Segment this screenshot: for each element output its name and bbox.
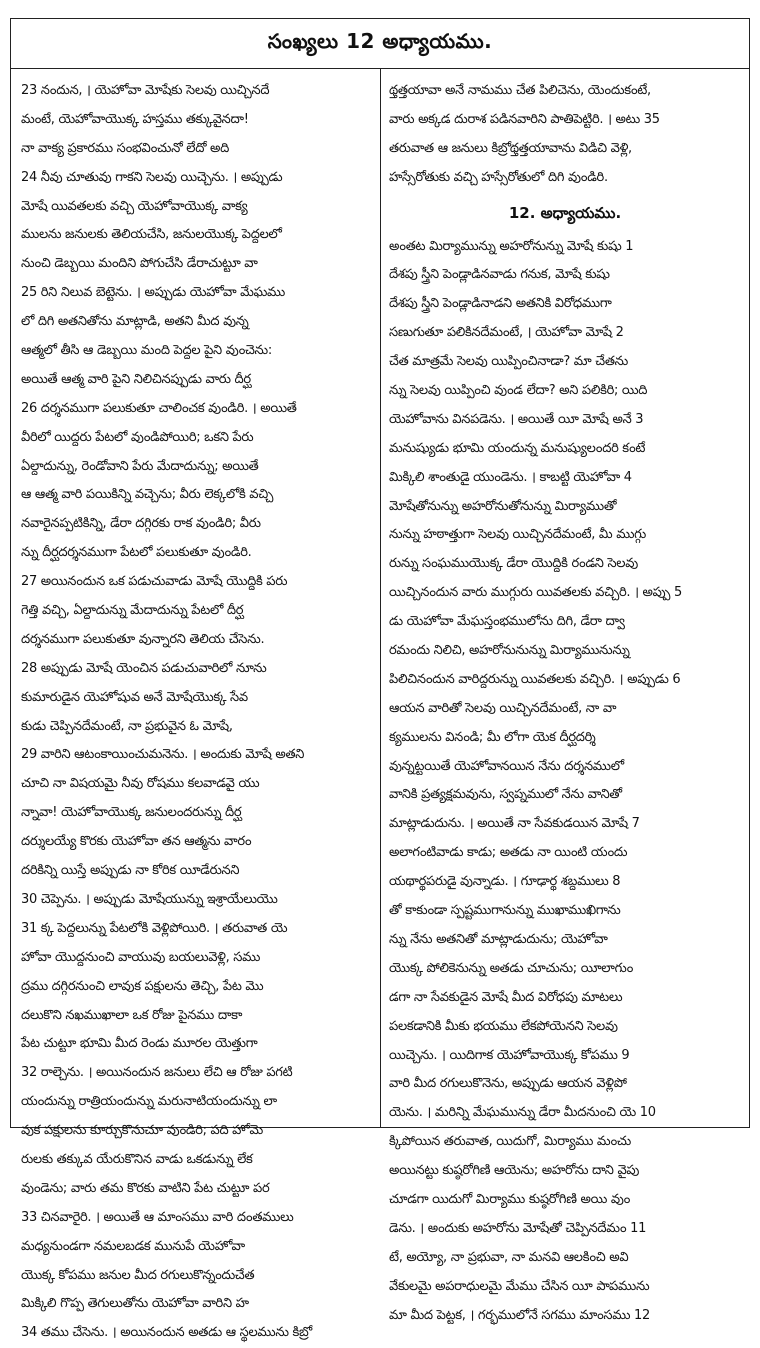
text-line: గెత్తి వచ్చి, ఏల్దాదున్ను మేదాదున్ను పేటలో దీర్ఘ xyxy=(21,603,244,619)
text-line: రులకు తక్కువ యేరుకొనిన వాడు ఒకడున్ను లేక xyxy=(21,1151,253,1167)
text-line: నున్ను హఠాత్తుగా సెలవు యిచ్చినదేమంటే, మీ ముగ్గు xyxy=(389,527,646,543)
text-line: 31 క్క పెద్దలున్ను పేటలోకి వెళ్లిపోయిరి. । తరువాత యె xyxy=(21,920,288,936)
text-line: 34 తము చేసెను. । అయినందున అతడు ఆ స్థలమును కిబ్రో xyxy=(21,1325,312,1341)
text-line: చూడగా యిదుగో మిర్యాము కుష్ఠరోగిణి అయి వుం xyxy=(389,1191,631,1207)
text-line: క్యములను వినండి; మీ లోగా యెక దీర్ఘదర్శి xyxy=(389,729,596,745)
text-line: న్ను దీర్ఘదర్శనముగా పేటలో పలుకుతూ వుండిరి. xyxy=(21,545,252,561)
text-line: మధ్యనుండగా నమలబడక మునుపే యెహోవా xyxy=(21,1238,245,1254)
text-line: ఆయన వారితో సెలవు యిచ్చినదేమంటే, నా వా xyxy=(389,700,617,716)
column-divider xyxy=(380,69,381,1127)
text-line: ములను జనులకు తెలియచేసి, జనులయొక్క పెద్దలలో xyxy=(21,227,282,243)
text-line: అయితే ఆత్మ వారి పైని నిలిచినప్పుడు వారు దీర్ఘ xyxy=(21,371,251,387)
text-line: మోషేతోనున్ను అహరోనుతోనున్ను మిర్యాముతో xyxy=(389,498,617,514)
text-line: వేకులమై అపరాధులమై మేము చేసిన యీ పాపమును xyxy=(389,1278,650,1294)
text-line: 25 రిని నిలువ బెట్టెను. । అప్పుడు యెహోవా మేఘము xyxy=(21,285,285,301)
text-line: 27 అయినందున ఒక పడుచువాడు మోషే యొద్దికి పరు xyxy=(21,574,288,590)
text-line: యందున్ను రాత్రియందున్ను మరునాటియందున్ను లా xyxy=(21,1094,277,1110)
text-line: మిక్కిలి గొప్ప తెగులుతోను యెహోవా వారిని హ xyxy=(21,1296,249,1312)
text-line: అంతట మిర్యామున్ను అహరోనున్ను మోషే కుషు 1 xyxy=(389,238,634,254)
text-line: తరువాత ఆ జనులు కిబ్రోథ్తత్తయావాను విడిచి వెళ్లి, xyxy=(389,140,632,156)
text-line: ఆ ఆత్మ వారి పయికిన్ని వచ్చెను; వీరు లెక్కలోకి వచ్చి xyxy=(21,487,274,503)
text-line: వారు అక్కడ దురాశ పడినవారిని పాతిపెట్టిరి. । అటు 35 xyxy=(389,111,660,127)
text-line: పలకడానికి మీకు భయము లేకపోయెనని సెలవు xyxy=(389,1018,618,1034)
text-line: డు యెహోవా మేఘస్తంభములోను దిగి, డేరా ద్వా xyxy=(389,614,625,630)
left-column xyxy=(21,77,373,1341)
text-line: న్ను నేను అతనితో మాట్లాడుదును; యెహోవా xyxy=(389,931,608,947)
text-line: న్నావా! యెహోవాయొక్క జనులందరున్ను దీర్ఘ xyxy=(21,805,242,821)
text-line: న్ను సెలవు యిప్పించి వుండ లేదా? అని పలికిరి; యిది xyxy=(389,383,648,399)
text-line: 29 వారిని ఆటంకాయించుమనెను. । అందుకు మోషే అతని xyxy=(21,747,305,763)
text-line: థ్తత్తయావా అనే నామము చేత పిలిచెను, యెందుకంటే, xyxy=(389,83,651,98)
text-line: టే, అయ్యో, నా ప్రభువా, నా మనవి ఆలకించి అవి xyxy=(389,1249,629,1265)
text-line: రున్ను సంఘముయొక్క డేరా యొద్దికి రండని సెలవు xyxy=(389,556,638,572)
text-line: డెను. । అందుకు అహరోను మోషేతో చెప్పినదేమం 11 xyxy=(389,1220,647,1236)
text-line: యెహోవాను వినపడెను. । అయితే యీ మోషే అనే 3 xyxy=(389,411,644,427)
right-column-verses-after-heading xyxy=(389,233,741,1331)
text-line: 23 నందున, । యెహోవా మోషేకు సెలవు యిచ్చినదే xyxy=(21,83,270,98)
text-line: అలాగంటివాడు కాడు; అతడు నా యింటి యందు xyxy=(389,845,628,861)
text-line: ఆత్మలో తీసి ఆ డెబ్బయి మంది పెద్దల పైని వుంచెను: xyxy=(21,343,272,359)
text-line: వుక పక్షులను కూర్చుకొనుచూ వుండిరి; పది హోమె xyxy=(21,1123,263,1139)
text-line: మంటే, యెహోవాయొక్క హస్తము తక్కువైనదా! xyxy=(21,111,249,127)
right-column-verses-before-heading xyxy=(389,77,741,193)
text-line: క్కిపోయిన తరువాత, యిదుగో, మిర్యాము మంచు xyxy=(389,1134,632,1150)
chapter-heading: 12. అధ్యాయము. xyxy=(508,203,622,222)
text-line: లో దిగి అతనితోను మాట్లాడి, అతని మీద వున్న xyxy=(21,314,249,330)
text-line: 33 చినవారైరి. । అయితే ఆ మాంసము వారి దంతములు xyxy=(21,1209,294,1225)
text-line: 26 దర్శనముగా పలుకుతూ చాలించక వుండిరి. । అయితే xyxy=(21,400,297,416)
text-line: దేశపు స్త్రీని పెండ్లాడినవాడు గనుక, మోషే కుషు xyxy=(389,267,610,283)
text-line: ద్రము దగ్గిరనుంచి లావుక పక్షులను తెచ్చి, పేట మొ xyxy=(21,978,264,994)
text-line: యిచ్చినందున వారు ముగ్గురు యివతలకు వచ్చిరి. । అప్పు 5 xyxy=(389,585,682,601)
text-line: డగా నా సేవకుడైన మోషే మీద విరోధపు మాటలు xyxy=(389,989,623,1005)
text-line: సణుగుతూ పలికినదేమంటే, । యెహోవా మోషే 2 xyxy=(389,325,624,341)
right-column xyxy=(389,77,741,1323)
text-line: దలుకొని నఖముఖాలా ఒక రోజు పైనము దాకా xyxy=(21,1007,243,1023)
text-line: వుండెను; వారు తమ కొరకు వాటిని పేట చుట్టూ పర xyxy=(21,1180,270,1196)
text-line: పేట చుట్టూ భూమి మీద రెండు మూరల యెత్తుగా xyxy=(21,1036,258,1052)
text-line: చేత మాత్రమే సెలవు యిప్పించినాడా? మా చేతను xyxy=(389,354,628,370)
text-line: చూచి నా విషయమై నీవు రోషము కలవాడవై యు xyxy=(21,776,260,792)
text-line: అయినట్టు కుష్ఠరోగిణి ఆయెను; అహరోను దాని వైపు xyxy=(389,1163,640,1179)
text-line: 30 చెప్పెను. । అప్పుడు మోషేయున్ను ఇశ్రాయేలుయొ xyxy=(21,891,278,907)
text-line: యొక్క కోపము జనుల మీద రగులుకొన్నందుచేత xyxy=(21,1267,255,1283)
text-line: దేశపు స్త్రీని పెండ్లాడినాడని అతనికి విరోధముగా xyxy=(389,296,612,312)
text-line: 32 రాల్చెను. । అయినందున జనులు లేచి ఆ రోజు పగటి xyxy=(21,1065,293,1081)
text-line: 24 నీవు చూతువు గాకని సెలవు యిచ్చెను. । అప్పుడు xyxy=(21,169,283,185)
text-line: మోషే యివతలకు వచ్చి యెహోవాయొక్క వాక్య xyxy=(21,198,248,214)
text-line: పిలిచినందున వారిద్దరున్ను యివతలకు వచ్చిరి. । అప్పుడు 6 xyxy=(389,671,681,687)
text-line: ఏల్దాదున్ను, రెండోవాని పేరు మేదాదున్ను; అయితే xyxy=(21,458,259,474)
text-line: నవారైనప్పటికిన్ని, డేరా దగ్గిరకు రాక వుండిరి; వీరు xyxy=(21,516,261,532)
text-line: యొక్క పోలికెనున్ను అతడు చూచును; యీలాగుం xyxy=(389,960,633,976)
text-line: మిక్కిలి శాంతుడై యుండెను. । కాబట్టి యెహోవా 4 xyxy=(389,469,632,485)
text-line: వున్నట్టయితే యెహోవానయిన నేను దర్శనములో xyxy=(389,758,624,774)
text-line: మనుష్యుడు భూమి యందున్న మనుష్యులందరి కంటే xyxy=(389,440,646,456)
text-line: యిచ్చెను. । యిదిగాక యెహోవాయొక్క కోపము 9 xyxy=(389,1047,630,1063)
page-header xyxy=(11,19,749,69)
scripture-page xyxy=(10,18,750,1341)
text-line: దరికిన్ని యిస్తే అప్పుడు నా కోరిక యీడేరునని xyxy=(21,863,240,879)
text-line: కుమారుడైన యెహోషువ అనే మోషేయొక్క సేవ xyxy=(21,689,248,705)
text-line: కుడు చెప్పినదేమంటే, నా ప్రభువైన ఓ మోషే, xyxy=(21,718,233,734)
text-line: దర్శనముగా పలుకుతూ వున్నారని తెలియ చేసెను. xyxy=(21,631,265,647)
text-line: హోవా యొద్దనుంచి వాయువు బయలువెళ్లి, సము xyxy=(21,949,261,965)
text-line: నా వాక్య ప్రకారము సంభవించునో లేదో అది xyxy=(21,140,230,156)
text-line: మాట్లాడుదును. । అయితే నా సేవకుడయిన మోషే 7 xyxy=(389,816,640,832)
text-line: దర్శులయ్యే కొరకు యెహోవా తన ఆత్మను వారం xyxy=(21,834,252,850)
text-line: యెను. । మరిన్ని మేఘమున్ను డేరా మీదనుంచి యె 10 xyxy=(389,1105,656,1121)
text-line: యథార్థపరుడై వున్నాడు. । గూఢార్థ శబ్దములు 8 xyxy=(389,874,621,890)
text-line: రమందు నిలిచి, అహరోనునున్ను మిర్యామునున్ను xyxy=(389,643,630,659)
text-line: మా మీద పెట్టక, । గర్భములోనే సగము మాంసము 12 xyxy=(389,1307,650,1323)
text-line: వారి మీద రగులుకొనెను, అప్పుడు ఆయన వెళ్లిపో xyxy=(389,1076,627,1092)
text-line: హస్సేరోతుకు వచ్చి హస్సేరోతులో దిగి వుండిరి. xyxy=(389,169,608,185)
text-line: తో కాకుండా స్పష్టముగానున్ను ముఖాముఖిగాను xyxy=(389,903,621,919)
text-line: 28 అప్పుడు మోషే యెంచిన పడుచువారిలో నూను xyxy=(21,660,267,676)
page-title: సంఖ్యలు 12 అధ్యాయము. xyxy=(267,29,493,53)
text-line: వానికి ప్రత్యక్షమవును, స్వప్నములో నేను వానితో xyxy=(389,787,622,803)
text-line: వీరిలో యిద్దరు పేటలో వుండిపోయిరి; ఒకని పేరు xyxy=(21,429,254,445)
text-line: నుంచి డెబ్బయి మందిని పోగుచేసి డేరాచుట్టూ వా xyxy=(21,256,258,272)
